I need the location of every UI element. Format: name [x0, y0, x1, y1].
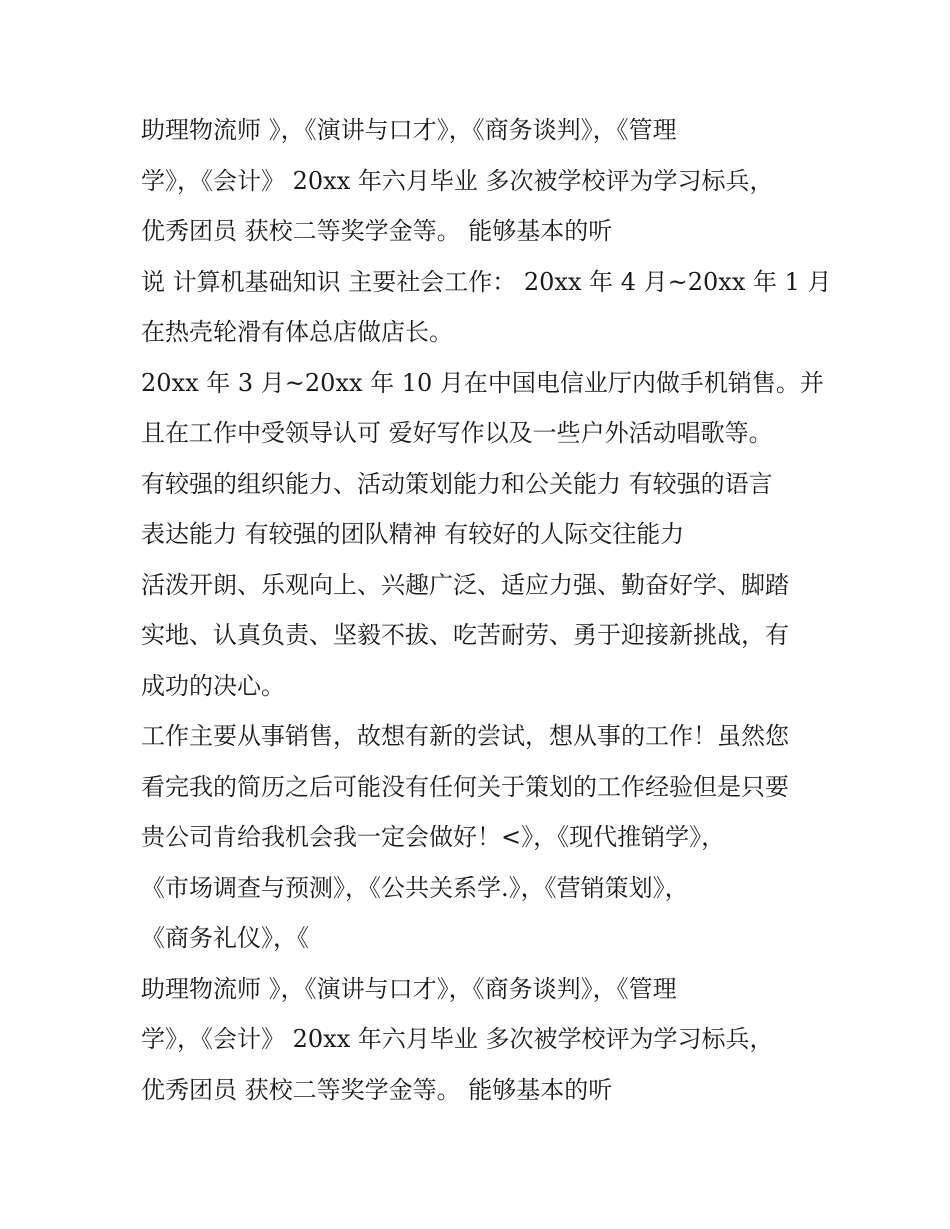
text-line: 看完我的简历之后可能没有任何关于策划的工作经验但是只要 [141, 773, 789, 801]
text-line: 实地、认真负责、坚毅不拔、吃苦耐劳、勇于迎接新挑战，有 [141, 621, 789, 649]
text-line: 有较强的组织能力、活动策划能力和公关能力 有较强的语言 [141, 470, 773, 498]
text-line: 表达能力 有较强的团队精神 有较好的人际交往能力 [141, 520, 685, 548]
text-line: 且在工作中受领导认可 爱好写作以及一些户外活动唱歌等。 [141, 419, 773, 447]
text-line: 助理物流师 》，《演讲与口才》，《商务谈判》，《管理 [141, 116, 677, 144]
text-line: 工作主要从事销售，故想有新的尝试，想从事的工作！虽然您 [141, 722, 789, 750]
text-line: 活泼开朗、乐观向上、兴趣广泛、适应力强、勤奋好学、脚踏 [141, 571, 789, 599]
text-line: 学》，《会计》 20xx 年六月毕业 多次被学校评为学习标兵， [141, 167, 774, 195]
text-line: 优秀团员 获校二等奖学金等。 能够基本的听 [141, 217, 613, 245]
text-line: 贵公司肯给我机会我一定会做好！<》，《现代推销学》， [141, 823, 726, 851]
text-line: 学》，《会计》 20xx 年六月毕业 多次被学校评为学习标兵， [141, 1025, 774, 1053]
text-line: 说 计算机基础知识 主要社会工作： 20xx 年 4 月~20xx 年 1 月 [141, 268, 832, 296]
text-line: 《市场调查与预测》，《公共关系学.》，《营销策划》， [141, 874, 689, 902]
text-line: 助理物流师 》，《演讲与口才》，《商务谈判》，《管理 [141, 975, 677, 1003]
text-line: 优秀团员 获校二等奖学金等。 能够基本的听 [141, 1076, 613, 1104]
text-line: 在热壳轮滑有体总店做店长。 [141, 318, 453, 346]
text-line: 《商务礼仪》，《 [141, 924, 309, 952]
text-line: 20xx 年 3 月~20xx 年 10 月在中国电信业厅内做手机销售。并 [141, 369, 824, 397]
text-line: 成功的决心。 [141, 672, 285, 700]
